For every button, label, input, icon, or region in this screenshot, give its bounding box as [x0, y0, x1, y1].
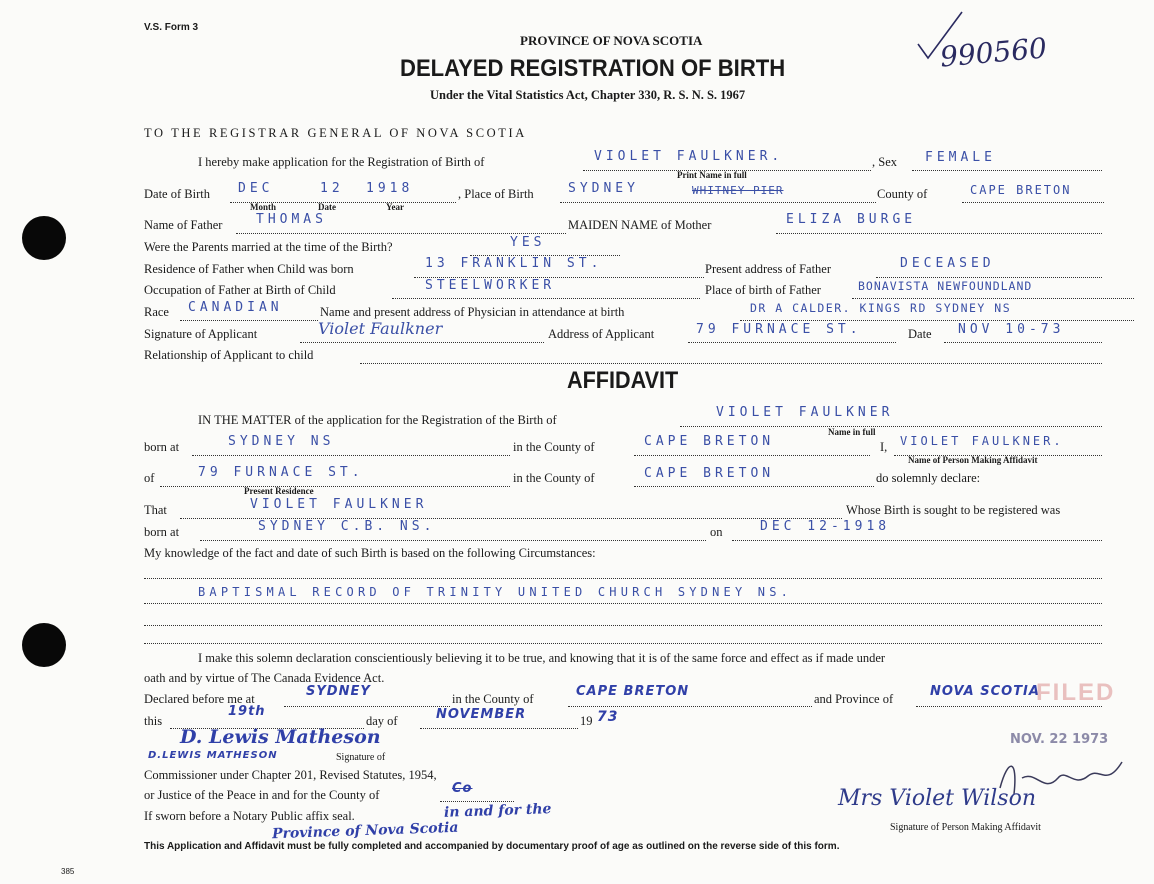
- affidavit-heading: AFFIDAVIT: [567, 367, 679, 394]
- matter-label: IN THE MATTER of the application for the Registration of the Birth of: [198, 413, 557, 427]
- registration-number: 990560: [938, 31, 1049, 74]
- occupation-label: Occupation of Father at Birth of Child: [144, 283, 336, 297]
- present-residence-hint: Present Residence: [244, 486, 314, 496]
- that-name-value: VIOLET FAULKNER: [250, 497, 428, 512]
- mother-value: ELIZA BURGE: [786, 212, 917, 227]
- birthplace-struck-value: WHITNEY PIER: [692, 184, 784, 197]
- child-name-value: VIOLET FAULKNER.: [594, 149, 784, 164]
- born-at-value-2: SYDNEY C.B. NS.: [258, 519, 436, 534]
- father-label: Name of Father: [144, 218, 223, 232]
- on-date-value: DEC 12-1918: [760, 519, 891, 534]
- day-of-label: day of: [366, 714, 398, 728]
- person-signature: Mrs Violet Wilson: [838, 786, 1036, 811]
- father-value: THOMAS: [256, 212, 327, 227]
- county-value-1: CAPE BRETON: [644, 434, 775, 449]
- province-heading: PROVINCE OF NOVA SCOTIA: [520, 33, 703, 48]
- punch-hole-bottom: [22, 623, 66, 667]
- commissioner-print: D.LEWIS MATHESON: [148, 750, 278, 761]
- notary-label: If sworn before a Notary Public affix seal.: [144, 809, 355, 823]
- dob-year-value: 1918: [366, 181, 414, 196]
- physician-value: DR A CALDER. KINGS RD SYDNEY NS: [750, 301, 1012, 315]
- commissioner-signature: D. Lewis Matheson: [180, 726, 381, 748]
- born-at-label: born at: [144, 440, 180, 454]
- whose-birth-label: Whose Birth is sought to be registered was: [846, 503, 1061, 517]
- dob-date-value: 12: [320, 181, 344, 196]
- intro-label: I hereby make application for the Registration of Birth of: [198, 155, 485, 169]
- dob-label: Date of Birth: [144, 187, 210, 201]
- check-mark-icon: [912, 6, 972, 66]
- commissioner-label: Commissioner under Chapter 201, Revised Statutes, 1954,: [144, 768, 437, 782]
- father-present-value: DECEASED: [900, 256, 995, 271]
- knowledge-label: My knowledge of the fact and date of such Birth is based on the following Circumstances:: [144, 546, 596, 560]
- print-name-hint: Print Name in full: [677, 170, 747, 180]
- date-value: NOV 10-73: [958, 322, 1065, 337]
- form-id: V.S. Form 3: [144, 22, 199, 33]
- date-hint: Date: [318, 202, 336, 212]
- punch-hole-top: [22, 216, 66, 260]
- county-label: County of: [877, 187, 928, 201]
- applicant-address-value: 79 FURNACE ST.: [696, 322, 862, 337]
- person-signature-label: Signature of Person Making Affidavit: [890, 822, 1041, 833]
- to-registrar-line: TO THE REGISTRAR GENERAL OF NOVA SCOTIA: [144, 126, 527, 140]
- mother-label: MAIDEN NAME of Mother: [568, 218, 712, 232]
- form-title: DELAYED REGISTRATION OF BIRTH: [400, 55, 786, 82]
- solemn-declaration-1: I make this solemn declaration conscientiously believing it to be true, and knowing that it is of the same force and effect as if made under: [198, 651, 886, 665]
- day-value: 19th: [228, 704, 266, 719]
- sex-label: , Sex: [872, 155, 897, 169]
- applicant-address-label: Address of Applicant: [548, 327, 655, 341]
- father-residence-value: 13 FRANKLIN ST.: [425, 256, 603, 271]
- declared-at-value: SYDNEY: [306, 684, 371, 699]
- declared-label: Declared before me at: [144, 692, 255, 706]
- I-label: I,: [880, 440, 888, 454]
- birthplace-value: SYDNEY: [568, 181, 639, 196]
- signature-label: Signature of Applicant: [144, 327, 258, 341]
- born-at-label-2: born at: [144, 525, 180, 539]
- residence-label: Residence of Father when Child was born: [144, 262, 354, 276]
- month-hint: Month: [250, 202, 277, 212]
- form-subtitle: Under the Vital Statistics Act, Chapter 330, R. S. N. S. 1967: [430, 88, 746, 102]
- race-value: CANADIAN: [188, 300, 283, 315]
- month-value: NOVEMBER: [436, 707, 527, 722]
- that-label: That: [144, 503, 167, 517]
- applicant-signature-value: Violet Faulkner: [318, 319, 443, 338]
- occupation-value: STEELWORKER: [425, 278, 556, 293]
- in-county-label-2: in the County of: [513, 471, 595, 485]
- date-label: Date: [908, 327, 932, 341]
- physician-label: Name and present address of Physician in attendance at birth: [320, 305, 625, 319]
- father-birthplace-label: Place of birth of Father: [705, 283, 821, 297]
- notary-note-1: in and for the: [443, 801, 552, 821]
- declared-county-value: CAPE BRETON: [576, 684, 690, 699]
- married-value: YES: [510, 235, 546, 250]
- received-date-stamp: NOV. 22 1973: [1010, 732, 1109, 747]
- present-address-label: Present address of Father: [705, 262, 832, 276]
- year-prefix-label: 19: [580, 714, 593, 728]
- person-value: VIOLET FAULKNER.: [900, 434, 1064, 448]
- circumstances-value: BAPTISMAL RECORD OF TRINITY UNITED CHURCH SYDNEY NS.: [198, 585, 793, 599]
- notary-note-2: Province of Nova Scotia: [271, 819, 459, 843]
- dob-month-value: DEC: [238, 181, 274, 196]
- sex-value: FEMALE: [925, 150, 996, 165]
- justice-county-value: Co: [452, 781, 473, 796]
- footer-note: This Application and Affidavit must be fully completed and accompanied by documentary proof of age as outlined on the reverse side of this form.: [144, 841, 840, 852]
- race-label: Race: [144, 305, 169, 319]
- residence-value: 79 FURNACE ST.: [198, 465, 364, 480]
- married-label: Were the Parents married at the time of the Birth?: [144, 240, 393, 254]
- declared-county-label: in the County of: [452, 692, 534, 706]
- relationship-label: Relationship of Applicant to child: [144, 348, 314, 362]
- name-in-full-hint: Name in full: [828, 427, 876, 437]
- person-making-hint: Name of Person Making Affidavit: [908, 455, 1038, 465]
- filed-stamp: FILED: [1036, 679, 1116, 706]
- place-of-birth-label: , Place of Birth: [458, 187, 534, 201]
- declare-label: do solemnly declare:: [876, 471, 981, 485]
- declared-province-value: NOVA SCOTIA: [930, 684, 1040, 699]
- county-value-2: CAPE BRETON: [644, 466, 775, 481]
- justice-label: or Justice of the Peace in and for the County of: [144, 788, 380, 802]
- born-at-value: SYDNEY NS: [228, 434, 335, 449]
- this-label: this: [144, 714, 163, 728]
- year-hint: Year: [386, 202, 404, 212]
- on-label: on: [710, 525, 723, 539]
- signature-of-label: Signature of: [336, 752, 386, 763]
- year-value: 73: [597, 709, 619, 725]
- father-birthplace-value: BONAVISTA NEWFOUNDLAND: [858, 279, 1033, 293]
- corner-number: 385: [61, 867, 75, 876]
- county-value: CAPE BRETON: [970, 183, 1072, 197]
- of-label: of: [144, 471, 155, 485]
- affidavit-name-value: VIOLET FAULKNER: [716, 405, 894, 420]
- solemn-declaration-2: oath and by virtue of The Canada Evidence Act.: [144, 671, 385, 685]
- province-label: and Province of: [814, 692, 894, 706]
- in-county-label: in the County of: [513, 440, 595, 454]
